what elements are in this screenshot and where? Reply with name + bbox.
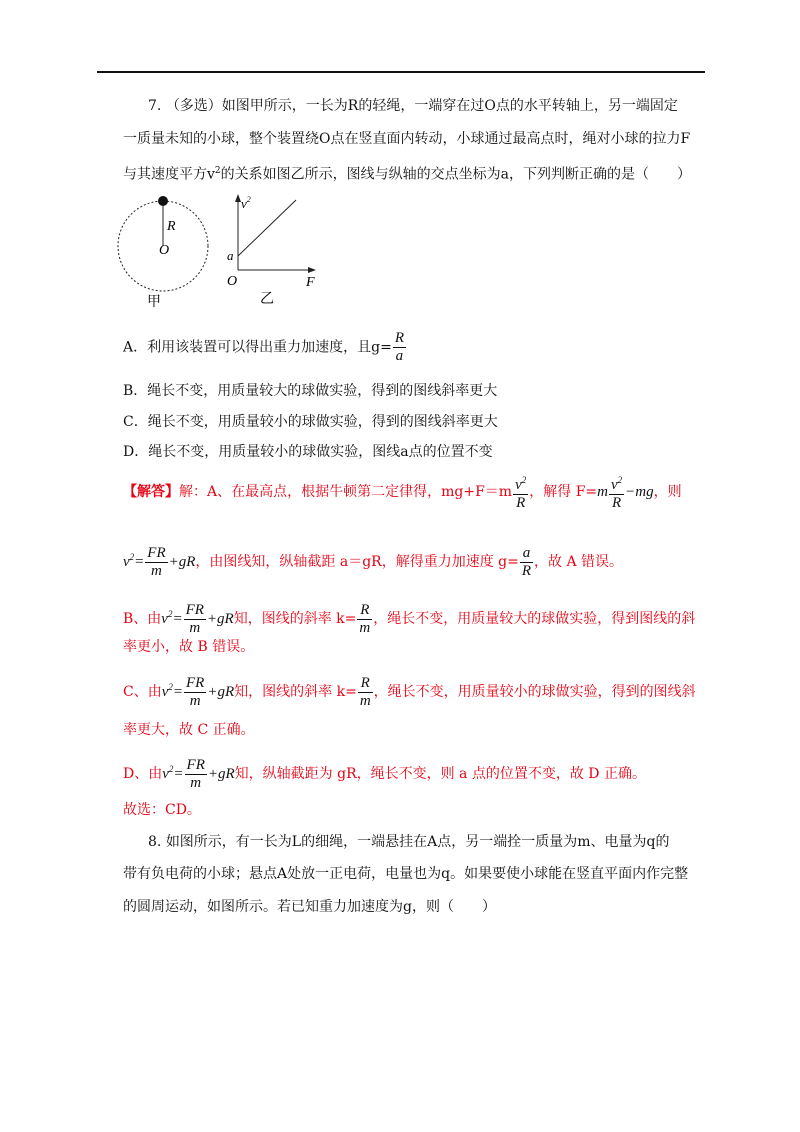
label-O: O: [159, 243, 170, 258]
label-origin: O: [227, 274, 238, 289]
answer-c: C、由$v^2=$ $\frac{FR}{m}$ +gR知，图线的斜率 k= $\frac{R}{m}$ ，绳长不变，用质量较小的球做实验，得到的图线斜: [123, 674, 696, 709]
answer-b: B、由$v^2=$ $\frac{FR}{m}$ +gR知，图线的斜率 k= $\frac{R}{m}$ ，绳长不变，用质量较大的球做实验，得到图线的斜: [123, 601, 696, 636]
q8-number: 8.: [148, 834, 162, 850]
fraction-R-over-a: $\frac{R}{a}$: [394, 330, 404, 364]
header-rule: [97, 71, 705, 73]
label-v: $v^2$: [241, 195, 251, 211]
answer-line2: $v^2=$ $\frac{FR}{m}$ +gR，由图线知，纵轴截距 a＝gR，解得重力加速度 g= $\frac{a}{R}$ ，故 A 错误。: [123, 544, 624, 579]
answer-line1: 【解答】解：A、在最高点，根据牛顿第二定律得，mg+F＝m $\frac{v^2}{R}$ ，解得 F=m $\frac{v^2}{R}$ −mg，则: [123, 472, 682, 512]
ball-dot: [158, 196, 168, 206]
option-d: D．绳长不变，用质量较小的球做实验，图线a点的位置不变: [123, 444, 493, 460]
q7-figure: [110, 190, 330, 310]
answer-b-line2: 率更小，故 B 错误。: [123, 639, 255, 655]
q7-line2: 一质量未知的小球，整个装置绕O点在竖直面内转动，小球通过最高点时，绳对小球的拉力F: [123, 131, 691, 147]
answer-c-line2: 率更大，故 C 正确。: [123, 722, 255, 738]
q8-line2: 带有负电荷的小球；悬点A处放一正电荷，电量也为q。如果要使小球能在竖直平面内作完整: [123, 866, 689, 882]
option-c: C．绳长不变，用质量较小的球做实验，得到的图线斜率更大: [123, 414, 498, 430]
x-arrow: [308, 267, 316, 273]
answer-label: 【解答】: [123, 484, 179, 500]
option-b: B．绳长不变，用质量较大的球做实验，得到的图线斜率更大: [123, 383, 498, 399]
q7-line3: 与其速度平方$v^2$的关系如图乙所示，图线与纵轴的交点坐标为a，下列判断正确的是（ ）: [123, 166, 692, 183]
caption-yi: 乙: [260, 291, 274, 307]
option-a: A．利用该装置可以得出重力加速度，且g= $\frac{R}{a}$: [123, 330, 404, 364]
label-F: F: [306, 275, 315, 290]
answer-d: D、由$v^2=$ $\frac{FR}{m}$ +gR知，纵轴截距为 gR，绳长不变，则 a 点的位置不变，故 D 正确。: [123, 756, 646, 791]
label-R: R: [167, 219, 176, 234]
answer-choice: 故选：CD。: [123, 802, 201, 818]
q7-number: 7.: [148, 98, 162, 114]
figure-yi: [227, 194, 316, 307]
figure-jia: [118, 196, 208, 310]
q7-line1: 7. （多选）如图甲所示，一长为R的轻绳，一端穿在过O点的水平转轴上，另一端固定: [148, 98, 678, 114]
caption-jia: 甲: [147, 294, 161, 310]
q8-line3: 的圆周运动，如图所示。若已知重力加速度为g，则（ ）: [123, 899, 496, 915]
label-a: a: [227, 248, 234, 263]
q8-line1: 8. 如图所示，有一长为L的细绳，一端悬挂在A点，另一端拴一质量为m、电量为q的: [148, 834, 670, 850]
